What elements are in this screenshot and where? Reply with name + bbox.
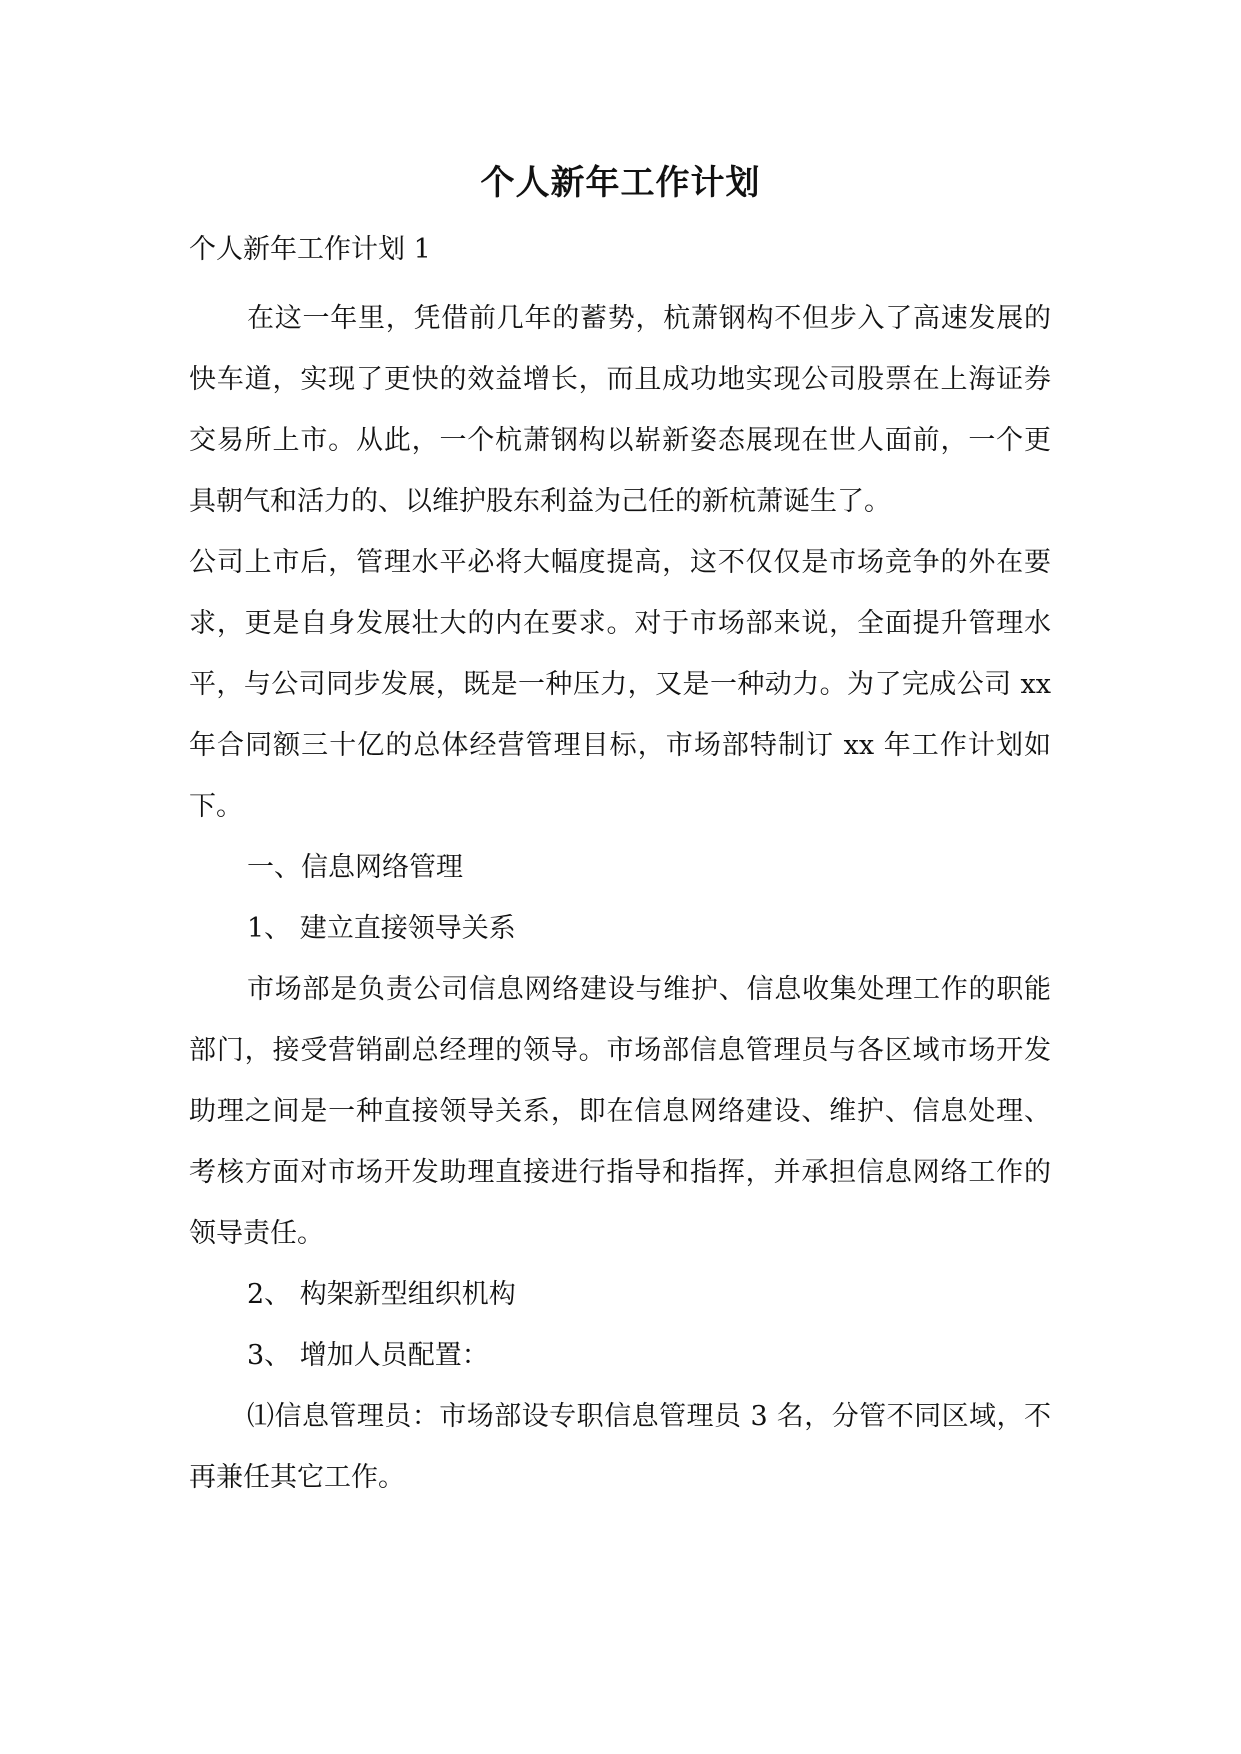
- paragraph: 市场部是负责公司信息网络建设与维护、信息收集处理工作的职能部门，接受营销副总经理的领导。市场部信息管理员与各区域市场开发助理之间是一种直接领导关系，即在信息网络建设、维护、信息处理、考核方面对市场开发助理直接进行指导和指挥，并承担信息网络工作的领导责任。: [189, 974, 1051, 1249]
- document-body: [189, 288, 1051, 1508]
- document-subtitle: 个人新年工作计划 1: [189, 234, 431, 265]
- section-heading: 一、信息网络管理: [247, 852, 463, 883]
- subsection-heading: 2、 构架新型组织机构: [247, 1279, 516, 1310]
- paragraph: ⑴信息管理员：市场部设专职信息管理员 3 名，分管不同区域，不再兼任其它工作。: [189, 1401, 1051, 1493]
- paragraph: 在这一年里，凭借前几年的蓄势，杭萧钢构不但步入了高速发展的快车道，实现了更快的效益增长，而且成功地实现公司股票在上海证券交易所上市。从此，一个杭萧钢构以崭新姿态展现在世人面前，一个更具朝气和活力的、以维护股东利益为己任的新杭萧诞生了。: [189, 303, 1051, 517]
- document-title: 个人新年工作计划: [480, 163, 761, 203]
- paragraph: 公司上市后，管理水平必将大幅度提高，这不仅仅是市场竞争的外在要求，更是自身发展壮大的内在要求。对于市场部来说，全面提升管理水平，与公司同步发展，既是一种压力，又是一种动力。为了完成公司 xx 年合同额三十亿的总体经营管理目标，市场部特制订 xx 年工作计划如下。: [189, 547, 1051, 822]
- subsection-heading: 1、 建立直接领导关系: [247, 913, 516, 944]
- subsection-heading: 3、 增加人员配置：: [247, 1340, 489, 1371]
